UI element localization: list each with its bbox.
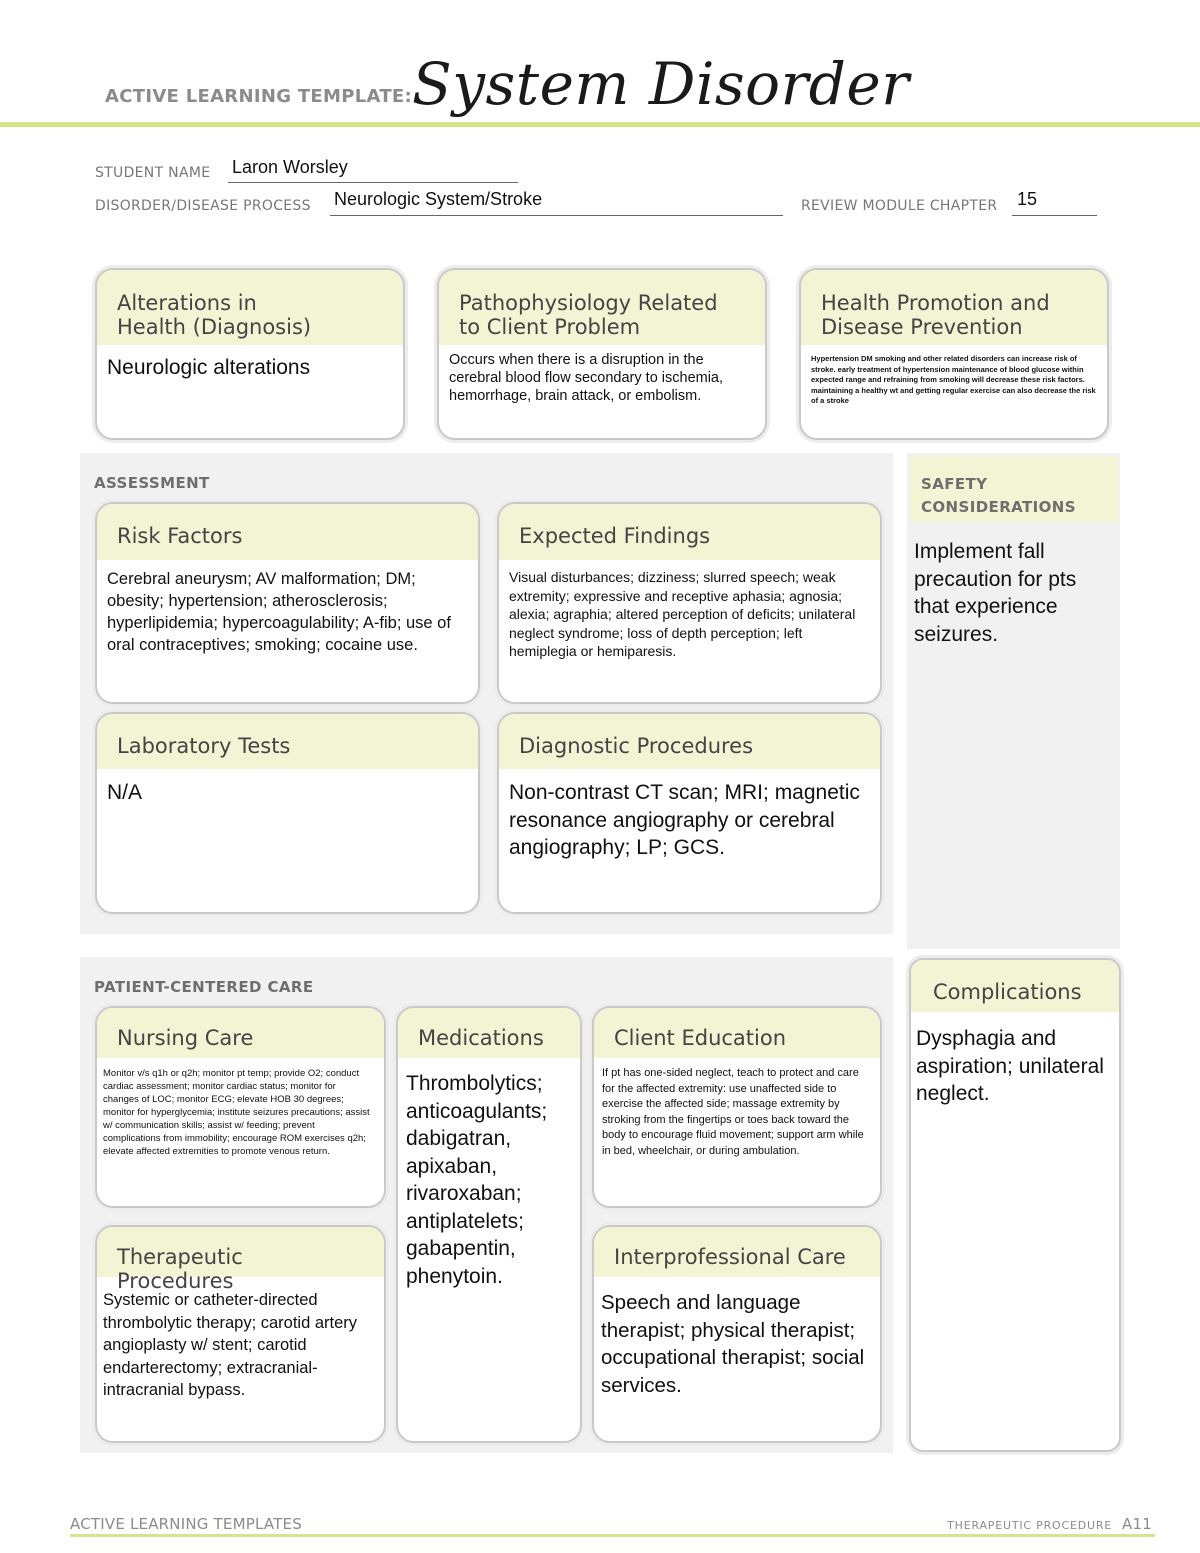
- pathophysiology-title-line1: Pathophysiology Related: [459, 291, 718, 315]
- therapeutic-procedures-card: [95, 1225, 386, 1443]
- page-number: A11: [1122, 1515, 1152, 1533]
- chapter-value[interactable]: 15: [1017, 189, 1038, 209]
- footer-divider: [70, 1534, 1155, 1537]
- alterations-title-line2: Health (Diagnosis): [117, 315, 312, 339]
- safety-label-line1: SAFETY: [921, 475, 988, 493]
- risk-factors-text[interactable]: Cerebral aneurysm; AV malformation; DM; obesity; hypertension; atherosclerosis; hyperlipidemia; hypercoagulability; A-fib; use of oral contraceptives; smoking; cocaine use.: [107, 570, 451, 654]
- chapter-underline: [1012, 214, 1097, 216]
- laboratory-tests-text[interactable]: N/A: [107, 781, 143, 804]
- interprofessional-care-header: Interprofessional Care: [594, 1227, 880, 1277]
- health-promotion-title-line2: Disease Prevention: [821, 315, 1023, 339]
- disorder-underline: [330, 214, 783, 216]
- complications-card: [909, 958, 1121, 1452]
- laboratory-tests-header: Laboratory Tests: [97, 714, 478, 769]
- diagnostic-procedures-card: [497, 712, 882, 914]
- expected-findings-card: [497, 502, 882, 704]
- pathophysiology-card: [437, 268, 767, 440]
- header-divider: [0, 122, 1200, 127]
- pathophysiology-text[interactable]: Occurs when there is a disruption in the cerebral blood flow secondary to ischemia, hemorrhage, brain attack, or embolism.: [449, 352, 724, 404]
- medications-header: Medications: [398, 1008, 580, 1058]
- expected-findings-text[interactable]: Visual disturbances; dizziness; slurred speech; weak extremity; expressive and receptive aphasia; agnosia; alexia; agraphia; altered perception of deficits; unilateral neglect syndrome; loss of depth perception; left hemiplegia or hemiparesis.: [509, 569, 856, 659]
- therapeutic-procedures-header: Therapeutic Procedures: [97, 1227, 384, 1277]
- safety-label-line2: CONSIDERATIONS: [921, 498, 1076, 516]
- pathophysiology-title-line2: to Client Problem: [459, 315, 641, 339]
- laboratory-tests-card: [95, 712, 480, 914]
- interprofessional-care-card: [592, 1225, 882, 1443]
- alterations-text[interactable]: Neurologic alterations: [107, 356, 311, 379]
- patient-care-label: PATIENT-CENTERED CARE: [94, 978, 314, 996]
- client-education-header: Client Education: [594, 1008, 880, 1058]
- complications-text[interactable]: Dysphagia and aspiration; unilateral neglect.: [916, 1027, 1104, 1105]
- client-education-text[interactable]: If pt has one-sided neglect, teach to protect and care for the affected extremity: use unaffected side to exercise the affected side; massage extremity by stroking from the fingertips or toes back toward the body to encourage fluid movement; support arm while in bed, wheelchair, or during ambulation.: [602, 1067, 864, 1157]
- nursing-care-header: Nursing Care: [97, 1008, 384, 1058]
- footer-section-label: THERAPEUTIC PROCEDURE: [947, 1519, 1113, 1532]
- diagnostic-procedures-text[interactable]: Non-contrast CT scan; MRI; magnetic resonance angiography or cerebral angiography; LP; GCS.: [509, 781, 860, 859]
- footer-section: [947, 1515, 1152, 1533]
- medications-card: [396, 1006, 582, 1443]
- medications-text[interactable]: Thrombolytics; anticoagulants; dabigatran, apixaban, rivaroxaban; antiplatelets; gabapentin, phenytoin.: [406, 1072, 548, 1288]
- alterations-title-line1: Alterations in: [117, 291, 257, 315]
- interprofessional-care-text[interactable]: Speech and language therapist; physical therapist; occupational therapist; social services.: [601, 1291, 865, 1397]
- health-promotion-title-line1: Health Promotion and: [821, 291, 1050, 315]
- student-name-label: STUDENT NAME: [95, 165, 211, 181]
- chapter-label: REVIEW MODULE CHAPTER: [801, 198, 998, 214]
- safety-text[interactable]: Implement fall precaution for pts that experience seizures.: [914, 540, 1077, 646]
- client-education-card: [592, 1006, 882, 1208]
- assessment-label: ASSESSMENT: [94, 474, 210, 492]
- diagnostic-procedures-header: Diagnostic Procedures: [499, 714, 880, 769]
- nursing-care-text[interactable]: Monitor v/s q1h or q2h; monitor pt temp; provide O2; conduct cardiac assessment; monitor cardiac status; monitor for changes of LOC; monitor ECG; elevate HOB 30 degrees; monitor for hyperglycemia; institute seizures precautions; assist w/ communication skills; assist w/ feeding; prevent complications from immobility; encourage ROM exercises q2h; elevate affected extremities to promote venous return.: [103, 1068, 370, 1157]
- safety-label: [921, 473, 1076, 519]
- pathophysiology-card-header: [439, 270, 765, 345]
- alterations-card-header: [97, 270, 403, 345]
- therapeutic-procedures-text[interactable]: Systemic or catheter-directed thrombolytic therapy; carotid artery angioplasty w/ stent; carotid endarterectomy; extracranial-intracranial bypass.: [103, 1291, 358, 1399]
- nursing-care-card: [95, 1006, 386, 1208]
- disorder-label: DISORDER/DISEASE PROCESS: [95, 198, 311, 214]
- student-name-underline: [228, 181, 518, 183]
- risk-factors-header: Risk Factors: [97, 504, 478, 560]
- disorder-value[interactable]: Neurologic System/Stroke: [334, 189, 543, 209]
- health-promotion-text[interactable]: Hypertension DM smoking and other related disorders can increase risk of stroke. early treatment of hypertension maintenance of blood glucose within expected range and refraining from smoking will decrease these risk factors. maintaining a healthy wt and getting regular exercise can also decrease the risk of a stroke: [811, 354, 1096, 405]
- student-name-value[interactable]: Laron Worsley: [232, 157, 348, 177]
- risk-factors-card: [95, 502, 480, 704]
- health-promotion-card-header: [801, 270, 1107, 345]
- template-label: ACTIVE LEARNING TEMPLATE:: [105, 86, 412, 107]
- health-promotion-card: [799, 268, 1109, 440]
- safety-panel: [907, 453, 1120, 949]
- complications-header: Complications: [911, 960, 1119, 1012]
- alterations-card: [95, 268, 405, 440]
- footer-title: ACTIVE LEARNING TEMPLATES: [70, 1515, 302, 1533]
- expected-findings-header: Expected Findings: [499, 504, 880, 560]
- page-title: System Disorder: [412, 50, 910, 118]
